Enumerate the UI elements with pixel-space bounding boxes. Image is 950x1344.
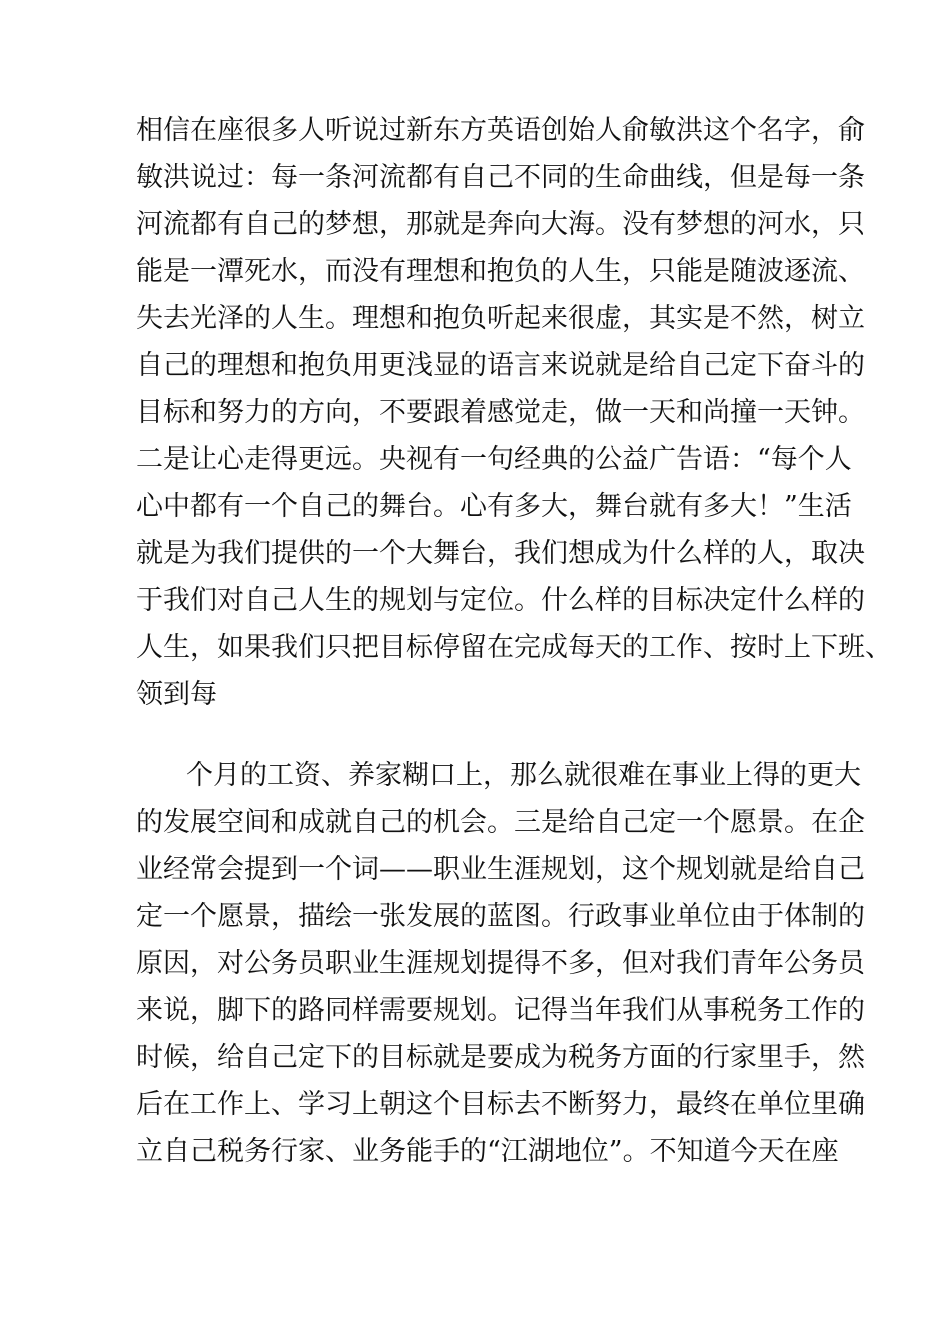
text-line: 立自己税务行家、业务能手的“江湖地位”。不知道今天在座 [136, 1136, 839, 1167]
text-line: 于我们对自己人生的规划与定位。什么样的目标决定什么样的 [136, 585, 865, 616]
text-line: 原因，对公务员职业生涯规划提得不多，但对我们青年公务员 [136, 948, 865, 979]
text-line: 领到每 [136, 679, 217, 710]
text-line: 相信在座很多人听说过新东方英语创始人俞敏洪这个名字，俞 [136, 115, 865, 146]
text-line: 业经常会提到一个词——职业生涯规划，这个规划就是给自己 [136, 854, 865, 885]
text-line: 定一个愿景，描绘一张发展的蓝图。行政事业单位由于体制的 [136, 901, 865, 932]
text-line: 河流都有自己的梦想，那就是奔向大海。没有梦想的河水，只 [136, 209, 865, 240]
text-line: 二是让心走得更远。央视有一句经典的公益广告语：“每个人 [136, 444, 852, 475]
text-line: 能是一潭死水，而没有理想和抱负的人生，只能是随波逐流、 [136, 256, 865, 287]
text-line: 敏洪说过：每一条河流都有自己不同的生命曲线，但是每一条 [136, 162, 865, 193]
text-line: 后在工作上、学习上朝这个目标去不断努力，最终在单位里确 [136, 1089, 865, 1120]
text-line: 心中都有一个自己的舞台。心有多大，舞台就有多大！”生活 [136, 491, 852, 522]
text-line: 的发展空间和成就自己的机会。三是给自己定一个愿景。在企 [136, 807, 865, 838]
text-line: 人生，如果我们只把目标停留在完成每天的工作、按时上下班、 [136, 632, 892, 663]
text-line: 自己的理想和抱负用更浅显的语言来说就是给自己定下奋斗的 [136, 350, 865, 381]
text-line: 时候，给自己定下的目标就是要成为税务方面的行家里手，然 [136, 1042, 865, 1073]
text-line: 个月的工资、养家糊口上，那么就很难在事业上得的更大 [186, 760, 861, 791]
text-line: 失去光泽的人生。理想和抱负听起来很虚，其实是不然，树立 [136, 303, 865, 334]
text-line: 来说，脚下的路同样需要规划。记得当年我们从事税务工作的 [136, 995, 865, 1026]
text-line: 目标和努力的方向，不要跟着感觉走，做一天和尚撞一天钟。 [136, 397, 865, 428]
text-line: 就是为我们提供的一个大舞台，我们想成为什么样的人，取决 [136, 538, 865, 569]
